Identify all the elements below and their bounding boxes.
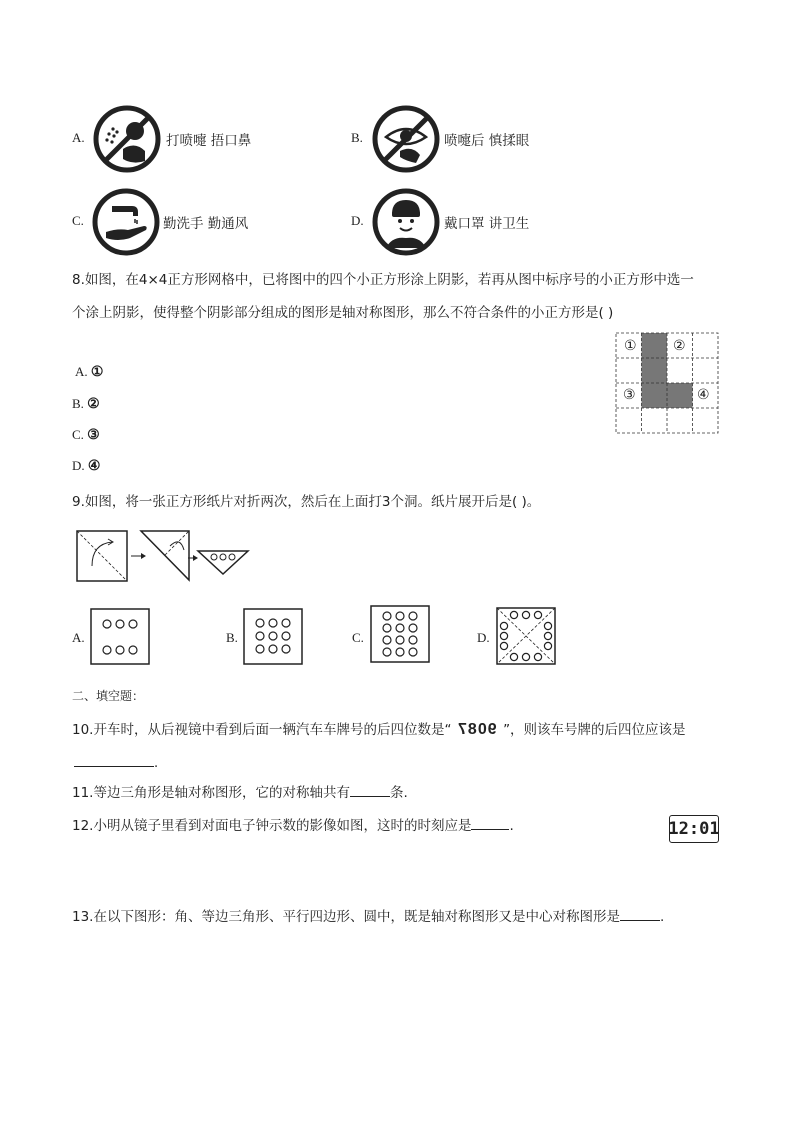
option-letter: B.: [72, 396, 84, 411]
answer-blank[interactable]: [620, 906, 660, 921]
question-13-text: 13.在以下图形：角、等边三角形、平行四边形、圆中，既是轴对称图形又是中心对称图形是: [72, 909, 620, 925]
option-letter: D.: [72, 458, 85, 473]
question-9-text: 9.如图，将一张正方形纸片对折两次，然后在上面打3个洞。纸片展开后是( )。: [72, 494, 541, 510]
shaded-square: [642, 333, 668, 358]
q8-option-d[interactable]: [72, 458, 100, 475]
shaded-square: [642, 383, 668, 408]
option-mark: ④: [87, 459, 101, 474]
option-text: 勤洗手 勤通风: [163, 216, 249, 232]
question-8-line-1: 8.如图，在4×4正方形网格中，已将图中的四个小正方形涂上阴影，若再从图中标序号的小正方形中选一: [72, 272, 694, 288]
folding-steps-figure: [76, 530, 251, 584]
option-mark: ③: [87, 428, 100, 443]
answer-blank[interactable]: [471, 815, 509, 830]
question-11: [72, 781, 408, 801]
shaded-square: [642, 358, 668, 383]
question-13: 13.在以下图形：角、等边三角形、平行四边形、圆中，既是轴对称图形又是中心对称图形是 .: [72, 905, 664, 925]
question-11-suffix: 条.: [389, 785, 408, 801]
option-letter: C.: [352, 630, 364, 645]
q8-option-c[interactable]: [72, 427, 100, 444]
option-letter: D.: [477, 630, 490, 645]
option-mark: ①: [90, 365, 104, 380]
option-letter: A.: [72, 630, 85, 645]
grid-label: ④: [697, 387, 710, 403]
question-12-text: 12.小明从镜子里看到对面电子钟示数的影像如图，这时的时刻应是: [72, 818, 472, 834]
q9-option-b-figure[interactable]: [243, 608, 303, 665]
answer-blank[interactable]: .: [74, 752, 158, 771]
question-10-text: 10.开车时，从后视镜中看到后面一辆汽车车牌号的后四位数是“: [72, 722, 452, 738]
clock-reading: 12:01: [668, 819, 720, 839]
sneeze-cover-icon: [93, 105, 161, 173]
section-2-title: 二、填空题：: [72, 689, 145, 703]
digital-clock: [669, 815, 719, 843]
hand-washing-icon: [92, 188, 160, 256]
no-eye-rubbing-icon: [372, 105, 440, 173]
option-letter: C.: [72, 427, 84, 442]
option-letter: B.: [226, 630, 238, 645]
question-10-text-end: ”，则该车号牌的后四位应该是: [503, 722, 686, 738]
question-12: 12.小明从镜子里看到对面电子钟示数的影像如图，这时的时刻应是 .: [72, 814, 514, 834]
option-text: 打喷嚏 捂口鼻: [166, 133, 252, 149]
question-8-line-2: 个涂上阴影，使得整个阴影部分组成的图形是轴对称图形，那么不符合条件的小正方形是( ): [72, 305, 614, 321]
option-letter: B.: [351, 130, 363, 145]
answer-blank[interactable]: [350, 782, 390, 797]
face-mask-icon: [372, 188, 440, 256]
q9-option-d-figure[interactable]: [496, 607, 556, 665]
q9-option-c-figure[interactable]: [370, 605, 430, 663]
question-10: [72, 718, 686, 739]
q8-option-a[interactable]: [75, 364, 103, 381]
option-text: 戴口罩 讲卫生: [444, 216, 530, 232]
option-letter: D.: [351, 213, 364, 228]
option-text: 喷嚏后 慎揉眼: [444, 133, 530, 149]
mirrored-plate: 9087: [457, 721, 498, 738]
shaded-square: [667, 383, 693, 408]
grid-label: ③: [623, 387, 636, 403]
grid-label: ②: [673, 338, 686, 354]
option-letter: C.: [72, 213, 84, 228]
grid-label: ①: [624, 338, 637, 354]
question-11-text: 11.等边三角形是轴对称图形，它的对称轴共有: [72, 785, 350, 801]
option-letter: A.: [75, 364, 88, 379]
option-letter: A.: [72, 130, 85, 145]
q8-option-b[interactable]: [72, 396, 100, 413]
q9-option-a-figure[interactable]: [90, 608, 150, 665]
option-mark: ②: [87, 397, 100, 412]
